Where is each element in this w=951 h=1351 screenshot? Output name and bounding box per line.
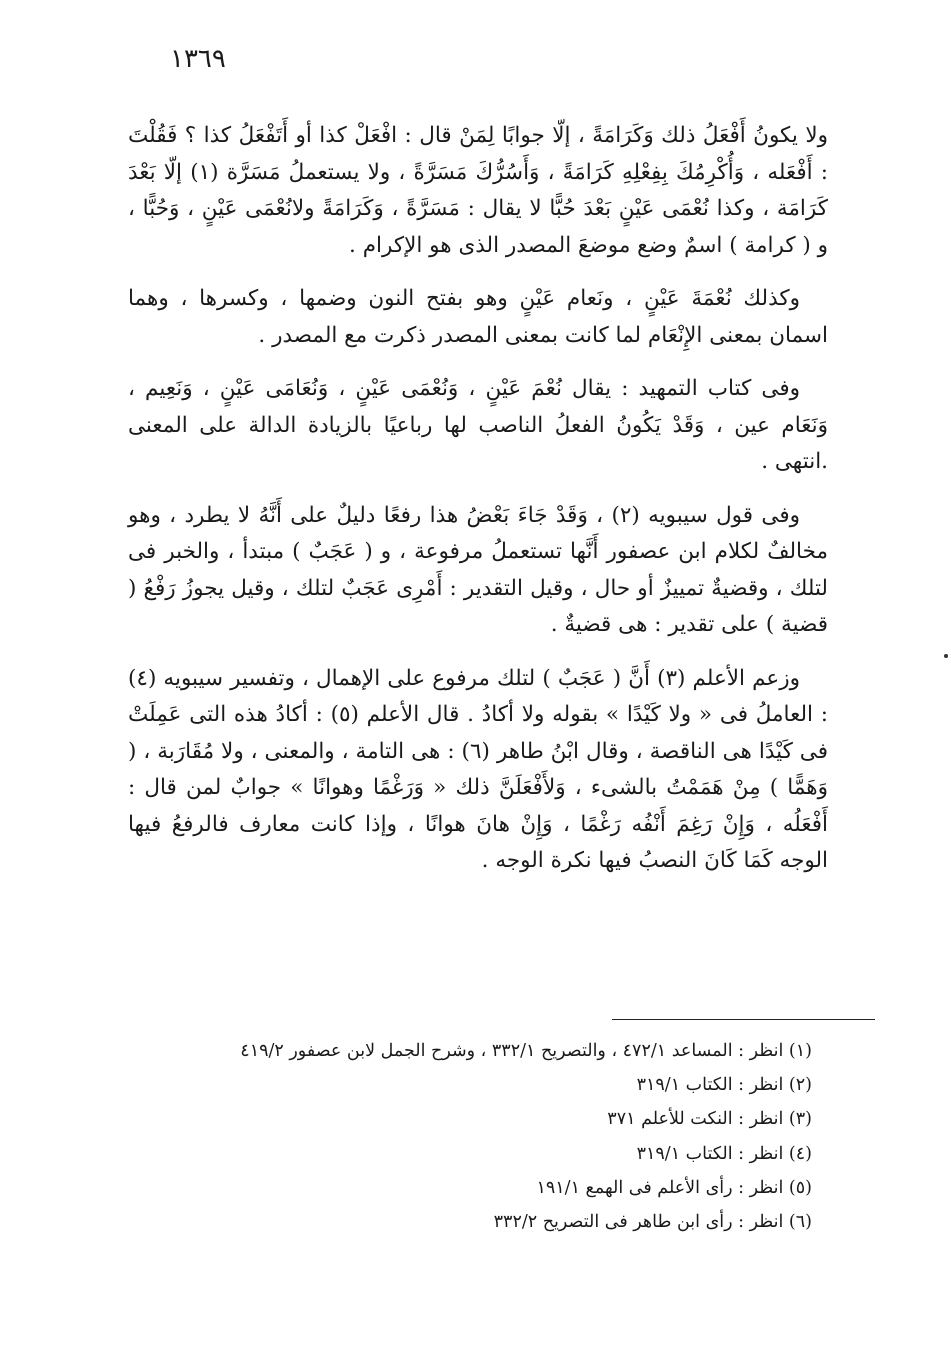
- footnote-separator: [612, 1019, 875, 1020]
- paragraph-2: وكذلك نُعْمَةَ عَيْنٍ ، ونَعام عَيْنٍ وهو بفتح النون وضمها ، وكسرها ، وهما اسمان بمعنى الإِنْعَام لما كانت بمعنى المصدر ذكرت مع المصدر .: [128, 286, 828, 348]
- footnote-3: (٣) انظر : النكت للأعلم ٣٧١: [607, 1109, 812, 1130]
- footnote-2: (٢) انظر : الكتاب ٣١٩/١: [636, 1075, 812, 1096]
- page-number: ١٣٦٩: [170, 44, 226, 74]
- footnote-1: (١) انظر : المساعد ٤٧٢/١ ، والتصريح ٣٣٢/١ ، وشرح الجمل لابن عصفور ٤١٩/٢: [240, 1041, 812, 1061]
- footnote-5: (٥) انظر : رأى الأعلم فى الهمع ١٩١/١: [536, 1177, 812, 1198]
- footnote-4: (٤) انظر : الكتاب ٣١٩/١: [636, 1143, 812, 1164]
- scan-speck: [944, 654, 948, 658]
- footnote-6: (٦) انظر : رأى ابن طاهر فى التصريح ٣٣٢/٢: [493, 1212, 812, 1233]
- paragraph-1: ولا يكونُ أَفْعَلُ ذلك وَكَرَامَةً ، إلّا جوابًا لِمَنْ قال : افْعَلْ كذا أو أَتَفْعَلُ كذا ؟ فَقُلْتَ : أَفْعَله ، وَأُكْرِمُكَ بِفِعْلِهِ كَرَامَةً ، وَأَسُرُّكَ مَسَرَّةً ، ولا يستعملُ مَسَرَّة (١) إلّا بَعْدَ كَرَامَة ، وكذا نُعْمَى عَيْنٍ بَعْدَ حُبًّا لا يقال : مَسَرَّةً ، وَكَرَامَةً ولانُعْمَى عَيْنٍ ، وَحُبًّا ، و ( كرامة ) اسمٌ وضع موضعَ المصدر الذى هو الإكرام .: [128, 123, 829, 258]
- paragraph-5: وزعم الأعلم (٣) أَنَّ ( عَجَبٌ ) لتلك مرفوع على الإهمال ، وتفسير سيبويه (٤) : العاملُ فى « ولا كَيْدًا » بقوله ولا أكادُ . قال الأعلم (٥) : أكادُ هذه التى عَمِلَتْ فى كَيْدًا هى الناقصة ، وقال ابْنُ طاهر (٦) : هى التامة ، والمعنى ، ولا مُقَارَبة ، ( وَهَمًّا ) مِنْ هَمَمْتُ بالشىء ، وَلأَفْعَلَنَّ ذلك « وَرَغْمًا وهوانًا » جوابٌ لمن قال : أَفْعَلُه ، وَإِنْ رَغِمَ أَنْفُه رَغْمًا ، وَإِنْ هانَ هوانًا ، وإذا كانت معارف فالرفعُ فيها الوجه كَمَا كَانَ النصبُ فيها نكرة الوجه .: [128, 665, 828, 873]
- body-text: [128, 118, 828, 897]
- paragraph-4: وفى قول سيبويه (٢) ، وَقَدْ جَاءَ بَعْضُ هذا رفعًا دليلٌ على أَنَّهُ لا يطرد ، وهو مخالفٌ لكلام ابن عصفور أَنَّها تستعملُ مرفوعة ، و ( عَجَبٌ ) مبتدأ ، والخبر فى لتلك ، وقضيةٌ تمييزٌ أو حال ، وقيل التقدير : أَمْرِى عَجَبٌ لتلك ، وقيل يجوزُ رَفْعُ ( قضية ) على تقدير : هى قضيةٌ .: [128, 502, 828, 637]
- paragraph-3: وفى كتاب التمهيد : يقال نُعْمَ عَيْنٍ ، وَنُعْمَى عَيْنٍ ، وَنُعَامَى عَيْنٍ ، وَنَعِيم ، وَنَعَام عين ، وَقَدْ يَكُونُ الفعلُ الناصب لها رباعيًا بالزيادة الدالة على المعنى .انتهى .: [128, 376, 828, 474]
- footnotes: [150, 1034, 812, 1239]
